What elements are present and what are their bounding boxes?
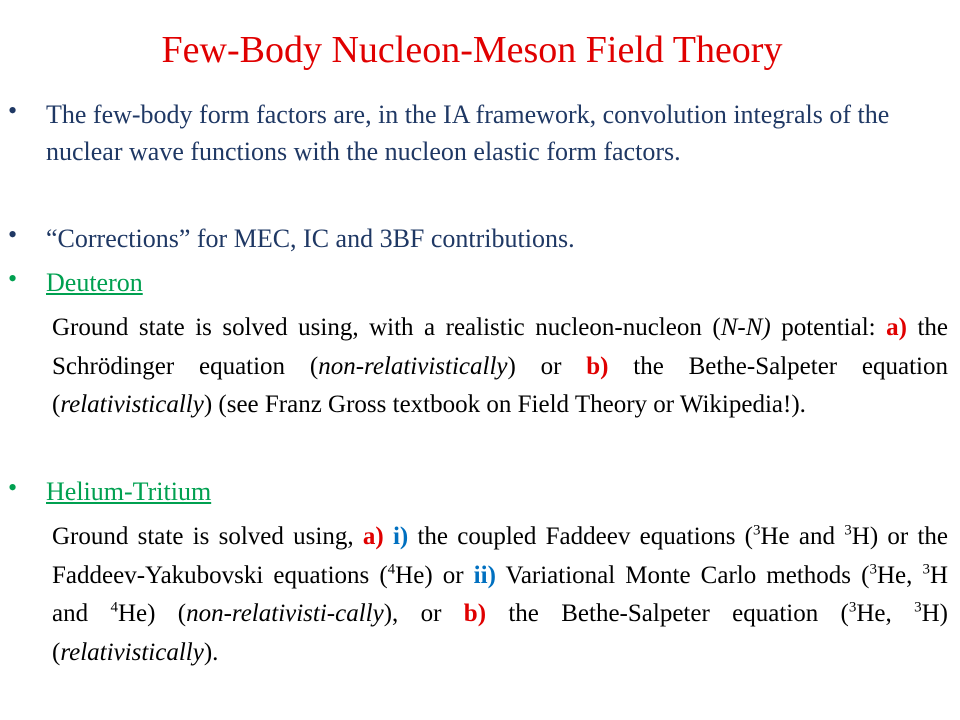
superscript: 3 — [914, 599, 922, 616]
text-run: the coupled Faddeev equations ( — [408, 523, 753, 550]
text-run: H) ( — [52, 600, 948, 666]
text-run: the Bethe-Salpeter equation ( — [486, 600, 849, 627]
text-run: He, — [876, 561, 923, 589]
text-run: He) or — [395, 561, 474, 589]
superscript: 3 — [848, 599, 857, 616]
text-run-italic: non-relativisti-cally — [186, 600, 384, 627]
text-run-italic: N-N) — [720, 314, 771, 341]
bullet-dot: • — [8, 264, 18, 293]
text-run: Variational Monte Carlo methods ( — [495, 561, 870, 589]
text-run-italic: relativistically — [60, 391, 204, 418]
superscript: 4 — [387, 561, 396, 578]
label-ii: ii) — [473, 561, 496, 589]
text-run: ) (see Franz Gross textbook on Field Theory or Wikipedia!). — [203, 391, 806, 418]
text-run: the Schrödinger equation ( — [52, 314, 948, 380]
superscript: 3 — [869, 561, 877, 578]
label-b: b) — [586, 352, 609, 380]
bullet-intro-text: The few-body form factors are, in the IA framework, convolution integrals of the nuclear wave functions with the nucleon elastic form factors. — [46, 100, 890, 166]
label-i: i) — [392, 523, 409, 550]
label-a: a) — [362, 523, 384, 550]
text-run: He and — [760, 523, 845, 550]
bullet-corrections-text: “Corrections” for MEC, IC and 3BF contributions. — [46, 224, 575, 253]
text-run: He) ( — [117, 600, 187, 627]
bullet-dot: • — [8, 96, 18, 125]
text-run: the Bethe-Salpeter equation ( — [52, 352, 948, 418]
text-run: He, — [856, 600, 915, 627]
text-run: H and — [52, 561, 948, 627]
label-b: b) — [463, 600, 487, 627]
text-run: ) or — [507, 352, 587, 380]
superscript: 3 — [922, 561, 930, 578]
text-run: ). — [203, 638, 219, 666]
text-run: potential: — [770, 314, 887, 341]
superscript: 3 — [753, 522, 761, 539]
text-run: H) or the Faddeev-Yakubovski equations ( — [52, 523, 949, 589]
helium-tritium-link[interactable]: Helium-Tritium — [46, 477, 212, 506]
superscript: 3 — [844, 522, 852, 539]
bullet-dot: • — [8, 220, 18, 249]
label-a: a) — [886, 314, 907, 341]
text-run-italic: non-relativistically — [318, 352, 508, 380]
superscript: 4 — [110, 599, 118, 616]
helium-paragraph — [52, 518, 948, 672]
slide-title: Few-Body Nucleon-Meson Field Theory — [161, 29, 783, 71]
text-run-italic: relativistically — [60, 638, 204, 666]
text-run: Ground state is solved using, with a realistic nucleon-nucleon ( — [52, 314, 721, 341]
text-run: Ground state is solved using, — [52, 523, 363, 550]
deuteron-paragraph — [52, 309, 948, 425]
bullet-dot: • — [8, 473, 18, 502]
deuteron-link[interactable]: Deuteron — [46, 268, 143, 297]
text-run: ), or — [383, 600, 464, 627]
